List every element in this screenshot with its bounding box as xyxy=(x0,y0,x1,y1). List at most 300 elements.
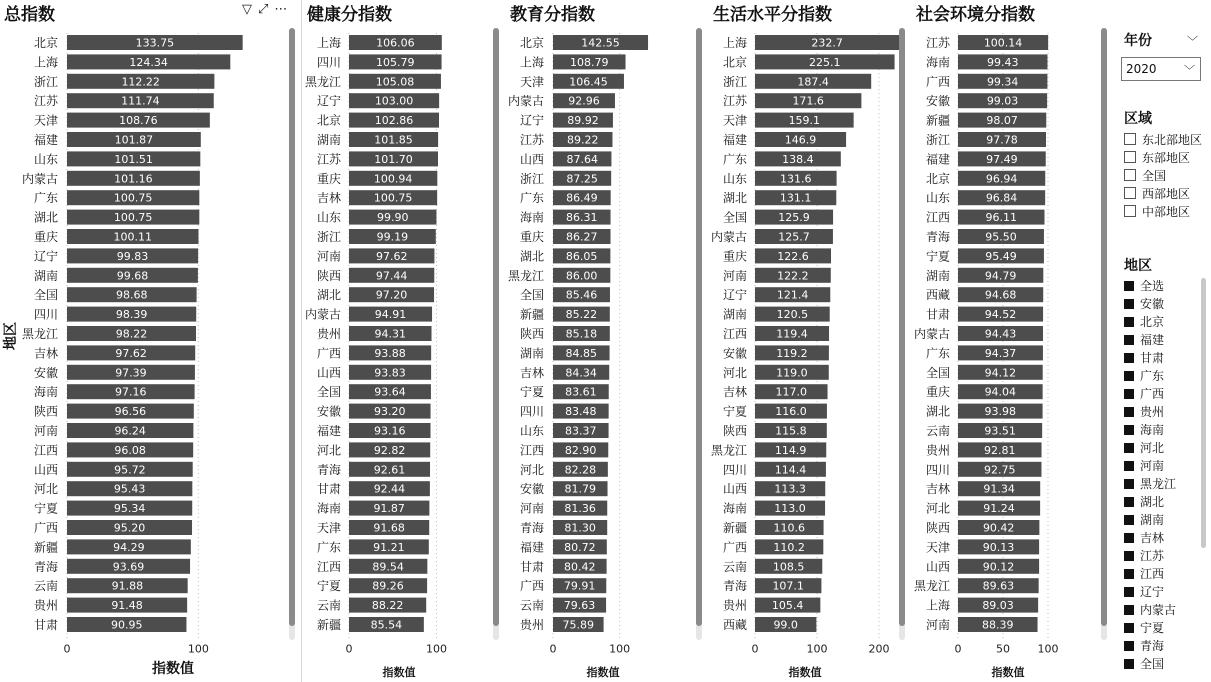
category-label: 山东 xyxy=(925,191,950,206)
data-label: 113.3 xyxy=(774,482,806,496)
option-label: 全国 xyxy=(1140,657,1165,671)
data-label: 99.68 xyxy=(116,269,149,283)
checkbox-checked-icon[interactable] xyxy=(1124,443,1134,453)
checkbox-checked-icon[interactable] xyxy=(1124,335,1134,345)
category-label: 甘肃 xyxy=(925,307,950,322)
data-label: 94.04 xyxy=(984,385,1017,399)
area-option[interactable] xyxy=(1124,332,1164,348)
category-label: 内蒙古 xyxy=(710,230,747,244)
category-label: 福建 xyxy=(33,133,58,147)
category-label: 江西 xyxy=(925,210,950,225)
category-label: 甘肃 xyxy=(33,618,58,632)
data-label: 93.88 xyxy=(374,346,406,360)
data-label: 90.12 xyxy=(982,560,1015,574)
option-label: 海南 xyxy=(1140,423,1165,437)
category-label: 天津 xyxy=(519,74,544,89)
tick-label: 50 xyxy=(996,642,1010,656)
data-label: 114.4 xyxy=(774,463,807,477)
area-option[interactable] xyxy=(1124,458,1164,474)
option-label: 中部地区 xyxy=(1142,205,1191,219)
checkbox-checked-icon[interactable] xyxy=(1124,389,1134,399)
data-label: 91.48 xyxy=(111,599,143,613)
category-label: 海南 xyxy=(722,501,747,516)
data-label: 99.43 xyxy=(986,55,1019,69)
category-label: 山东 xyxy=(316,210,341,225)
area-option[interactable] xyxy=(1124,584,1164,600)
area-option[interactable] xyxy=(1124,620,1164,636)
area-option[interactable] xyxy=(1124,296,1164,312)
data-label: 98.07 xyxy=(986,114,1018,128)
checkbox-checked-icon[interactable] xyxy=(1124,533,1134,543)
data-label: 90.13 xyxy=(982,540,1015,554)
data-label: 117.0 xyxy=(775,385,808,399)
data-label: 106.06 xyxy=(376,36,415,50)
category-label: 广西 xyxy=(33,521,58,535)
category-label: 海南 xyxy=(925,55,950,70)
checkbox-checked-icon[interactable] xyxy=(1124,569,1134,579)
category-label: 辽宁 xyxy=(519,113,544,128)
checkbox-checked-icon[interactable] xyxy=(1124,587,1134,597)
data-label: 120.5 xyxy=(776,308,809,322)
checkbox-icon[interactable] xyxy=(1124,205,1136,217)
data-label: 82.28 xyxy=(564,463,597,477)
checkbox-checked-icon[interactable] xyxy=(1124,299,1134,309)
category-label: 陕西 xyxy=(519,327,544,341)
data-label: 90.95 xyxy=(110,618,143,632)
category-label: 山东 xyxy=(519,424,544,438)
scrollbar-health[interactable] xyxy=(493,28,499,640)
area-option[interactable] xyxy=(1124,422,1164,438)
tick-label: 0 xyxy=(63,642,71,656)
category-label: 甘肃 xyxy=(316,482,341,497)
data-label: 99.0 xyxy=(773,618,798,632)
data-label: 94.12 xyxy=(984,366,1017,380)
data-label: 83.48 xyxy=(565,405,597,419)
data-label: 89.63 xyxy=(982,579,1015,593)
checkbox-checked-icon[interactable] xyxy=(1124,623,1134,633)
category-label: 山东 xyxy=(33,152,58,167)
data-label: 83.37 xyxy=(565,424,597,438)
data-label: 98.39 xyxy=(115,308,148,322)
data-label: 122.2 xyxy=(777,269,809,283)
checkbox-checked-icon[interactable] xyxy=(1124,659,1134,669)
data-label: 98.22 xyxy=(115,327,148,341)
category-label: 吉林 xyxy=(925,482,950,497)
category-label: 全国 xyxy=(519,288,544,303)
data-label: 95.34 xyxy=(113,502,146,516)
chart-title-education: 教育分指数 xyxy=(510,5,595,25)
category-label: 广西 xyxy=(519,579,544,594)
category-label: 江西 xyxy=(519,443,544,458)
checkbox-icon[interactable] xyxy=(1124,133,1136,145)
category-label: 四川 xyxy=(925,462,950,477)
data-label: 92.61 xyxy=(373,463,406,477)
data-label: 97.44 xyxy=(375,269,408,283)
data-label: 100.14 xyxy=(983,36,1023,50)
panel-social-index xyxy=(912,0,1110,682)
category-label: 辽宁 xyxy=(722,288,747,303)
category-label: 湖北 xyxy=(722,191,747,206)
data-label: 100.75 xyxy=(113,211,153,225)
focus-mode-icon[interactable]: ⤢ xyxy=(258,2,269,17)
category-label: 上海 xyxy=(33,55,58,70)
data-label: 97.62 xyxy=(375,249,408,263)
data-label: 81.79 xyxy=(564,482,597,496)
area-option[interactable] xyxy=(1124,350,1164,366)
data-label: 115.8 xyxy=(775,424,807,438)
tick-label: 0 xyxy=(751,642,759,656)
checkbox-checked-icon[interactable] xyxy=(1124,281,1134,291)
checkbox-checked-icon[interactable] xyxy=(1124,425,1134,435)
data-label: 95.72 xyxy=(114,463,146,477)
category-label: 广东 xyxy=(33,191,58,206)
category-label: 内蒙古 xyxy=(21,171,58,186)
option-label: 广西 xyxy=(1140,387,1165,401)
data-label: 81.30 xyxy=(564,521,596,535)
checkbox-checked-icon[interactable] xyxy=(1124,641,1134,651)
area-option[interactable] xyxy=(1124,656,1164,672)
option-label: 东北部地区 xyxy=(1142,133,1203,147)
category-label: 云南 xyxy=(722,559,747,574)
area-option[interactable] xyxy=(1124,512,1164,528)
category-label: 江西 xyxy=(722,327,747,341)
data-label: 91.21 xyxy=(373,540,405,554)
category-label: 湖北 xyxy=(33,210,58,225)
data-label: 131.1 xyxy=(779,191,812,205)
data-label: 105.79 xyxy=(376,55,415,69)
data-label: 111.74 xyxy=(121,94,160,108)
category-label: 山西 xyxy=(33,462,58,477)
data-label: 103.00 xyxy=(374,94,414,108)
area-option[interactable] xyxy=(1124,404,1164,420)
checkbox-checked-icon[interactable] xyxy=(1124,515,1134,525)
option-label: 吉林 xyxy=(1140,531,1165,545)
checkbox-checked-icon[interactable] xyxy=(1124,317,1134,327)
filter-icon[interactable]: ▽ xyxy=(242,2,252,17)
option-label: 西部地区 xyxy=(1142,187,1191,201)
data-label: 142.55 xyxy=(581,36,620,50)
data-label: 91.88 xyxy=(111,579,144,593)
category-label: 黑龙江 xyxy=(21,327,58,341)
chart-title-total: 总指数 xyxy=(4,5,55,25)
scroll-thumb[interactable] xyxy=(1101,28,1107,626)
category-label: 重庆 xyxy=(519,230,544,244)
data-label: 96.84 xyxy=(985,191,1018,205)
checkbox-checked-icon[interactable] xyxy=(1124,479,1134,489)
category-label: 内蒙古 xyxy=(507,94,544,109)
category-label: 广东 xyxy=(722,152,747,167)
checkbox-checked-icon[interactable] xyxy=(1124,605,1134,615)
scrollbar-area[interactable] xyxy=(1201,278,1206,548)
checkbox-checked-icon[interactable] xyxy=(1124,407,1134,417)
category-label: 河北 xyxy=(925,501,950,516)
category-label: 湖南 xyxy=(925,268,950,283)
data-label: 102.86 xyxy=(374,114,414,128)
region-option[interactable] xyxy=(1124,186,1190,202)
data-label: 96.94 xyxy=(985,172,1018,186)
category-label: 新疆 xyxy=(925,113,950,128)
chart-title-health: 健康分指数 xyxy=(307,5,392,25)
option-label: 内蒙古 xyxy=(1140,603,1177,617)
data-label: 88.22 xyxy=(371,599,404,613)
x-axis-label: 指数值 xyxy=(152,661,194,677)
category-label: 天津 xyxy=(925,540,950,555)
category-label: 山西 xyxy=(925,559,950,574)
category-label: 浙江 xyxy=(33,74,58,89)
category-label: 云南 xyxy=(316,598,341,613)
category-label: 江苏 xyxy=(519,133,544,147)
scroll-thumb[interactable] xyxy=(899,28,905,626)
area-option[interactable] xyxy=(1124,440,1164,456)
region-slicer-title: 区域 xyxy=(1124,111,1152,127)
checkbox-checked-icon[interactable] xyxy=(1124,551,1134,561)
data-label: 107.1 xyxy=(772,579,804,593)
data-label: 93.83 xyxy=(374,366,406,380)
option-label: 广东 xyxy=(1140,369,1165,383)
data-label: 98.68 xyxy=(116,288,148,302)
area-option[interactable] xyxy=(1124,602,1176,618)
chart-title-living: 生活水平分指数 xyxy=(713,5,832,25)
category-label: 全国 xyxy=(722,210,747,225)
bar-chart-total xyxy=(0,0,300,682)
data-label: 89.22 xyxy=(566,133,599,147)
option-label: 全国 xyxy=(1142,169,1167,183)
category-label: 河南 xyxy=(519,501,544,516)
option-label: 黑龙江 xyxy=(1140,477,1177,491)
category-label: 湖北 xyxy=(925,404,950,419)
category-label: 山西 xyxy=(722,482,747,497)
area-option[interactable] xyxy=(1124,530,1164,546)
data-label: 92.96 xyxy=(568,94,600,108)
year-dropdown-value: 2020 xyxy=(1126,62,1157,76)
category-label: 四川 xyxy=(316,55,341,70)
area-option[interactable] xyxy=(1124,386,1164,402)
category-label: 湖南 xyxy=(33,268,58,283)
category-label: 北京 xyxy=(925,171,950,186)
category-label: 山西 xyxy=(519,152,544,167)
category-label: 贵州 xyxy=(722,598,747,613)
data-label: 121.4 xyxy=(776,288,809,302)
category-label: 山西 xyxy=(316,365,341,380)
data-label: 119.0 xyxy=(776,366,808,380)
category-label: 河南 xyxy=(33,424,58,438)
category-label: 广西 xyxy=(722,540,747,555)
area-option[interactable] xyxy=(1124,314,1164,330)
category-label: 福建 xyxy=(316,424,341,438)
data-label: 100.11 xyxy=(113,230,152,244)
data-label: 100.75 xyxy=(373,191,413,205)
scrollbar-social[interactable] xyxy=(1101,28,1107,640)
data-label: 101.70 xyxy=(374,152,413,166)
category-label: 上海 xyxy=(925,598,950,613)
option-label: 辽宁 xyxy=(1140,585,1165,599)
data-label: 93.64 xyxy=(374,385,406,399)
category-label: 青海 xyxy=(316,462,341,477)
region-option[interactable] xyxy=(1124,150,1190,166)
more-options-icon[interactable]: ⋯ xyxy=(274,2,288,17)
area-option[interactable] xyxy=(1124,368,1164,384)
category-label: 西藏 xyxy=(925,288,950,303)
data-label: 93.69 xyxy=(112,560,145,574)
data-label: 124.34 xyxy=(129,55,168,69)
data-label: 88.39 xyxy=(982,618,1014,632)
category-label: 全国 xyxy=(925,365,950,380)
category-label: 山东 xyxy=(722,171,747,186)
bar-chart-social xyxy=(912,0,1110,682)
category-label: 黑龙江 xyxy=(913,579,950,594)
category-label: 江苏 xyxy=(316,152,341,167)
chevron-down-icon[interactable]: ﹀ xyxy=(1184,64,1195,77)
data-label: 125.7 xyxy=(778,230,810,244)
option-label: 甘肃 xyxy=(1140,351,1165,365)
scroll-thumb[interactable] xyxy=(289,28,295,626)
category-label: 浙江 xyxy=(722,74,747,89)
chevron-down-icon[interactable]: ﹀ xyxy=(1187,35,1198,48)
category-label: 宁夏 xyxy=(33,501,58,516)
option-label: 安徽 xyxy=(1140,297,1165,311)
category-label: 安徽 xyxy=(316,404,341,419)
category-label: 四川 xyxy=(519,404,544,419)
category-label: 黑龙江 xyxy=(710,443,747,458)
data-label: 108.79 xyxy=(570,55,609,69)
category-label: 浙江 xyxy=(519,171,544,186)
data-label: 96.24 xyxy=(114,424,146,438)
checkbox-checked-icon[interactable] xyxy=(1124,353,1134,363)
year-slicer-title: 年份 xyxy=(1124,33,1152,49)
category-label: 浙江 xyxy=(316,230,341,244)
tick-label: 0 xyxy=(954,642,962,656)
region-option[interactable] xyxy=(1124,168,1166,184)
scrollbar-living[interactable] xyxy=(899,28,905,640)
checkbox-checked-icon[interactable] xyxy=(1124,497,1134,507)
option-label: 湖南 xyxy=(1140,513,1165,527)
area-option[interactable] xyxy=(1124,548,1164,564)
category-label: 内蒙古 xyxy=(913,327,950,341)
data-label: 101.51 xyxy=(114,152,153,166)
data-label: 93.16 xyxy=(374,424,406,438)
category-label: 重庆 xyxy=(722,249,747,264)
category-label: 江苏 xyxy=(925,36,950,50)
data-label: 100.75 xyxy=(113,191,153,205)
category-label: 湖南 xyxy=(519,346,544,361)
category-label: 全国 xyxy=(33,288,58,303)
data-label: 97.39 xyxy=(115,366,147,380)
data-label: 92.82 xyxy=(373,443,406,457)
panel-total-index xyxy=(0,0,300,682)
checkbox-icon[interactable] xyxy=(1124,187,1136,199)
area-option[interactable] xyxy=(1124,638,1164,654)
data-label: 94.79 xyxy=(984,269,1017,283)
scrollbar-education[interactable] xyxy=(696,28,702,640)
chart-title-social: 社会环境分指数 xyxy=(916,5,1035,25)
data-label: 105.4 xyxy=(771,599,804,613)
area-option[interactable] xyxy=(1124,494,1164,510)
area-option[interactable] xyxy=(1124,566,1164,582)
data-label: 96.08 xyxy=(114,443,146,457)
data-label: 92.44 xyxy=(373,482,406,496)
category-label: 贵州 xyxy=(519,618,544,632)
data-label: 114.9 xyxy=(774,443,807,457)
region-option[interactable] xyxy=(1124,132,1202,148)
category-label: 河北 xyxy=(33,482,58,497)
category-label: 内蒙古 xyxy=(304,307,341,322)
data-label: 110.6 xyxy=(773,521,806,535)
data-label: 131.6 xyxy=(780,172,812,186)
data-label: 108.5 xyxy=(772,560,805,574)
checkbox-checked-icon[interactable] xyxy=(1124,371,1134,381)
category-label: 宁夏 xyxy=(722,404,747,419)
data-label: 91.34 xyxy=(983,482,1015,496)
category-label: 上海 xyxy=(316,36,341,50)
data-label: 97.49 xyxy=(986,152,1018,166)
scroll-thumb[interactable] xyxy=(1201,278,1206,548)
category-label: 广东 xyxy=(519,191,544,206)
option-label: 河北 xyxy=(1140,441,1165,455)
data-label: 84.85 xyxy=(565,346,598,360)
x-axis-label: 指数值 xyxy=(991,666,1025,679)
data-label: 90.42 xyxy=(982,521,1015,535)
category-label: 新疆 xyxy=(316,618,341,632)
area-option[interactable] xyxy=(1124,278,1164,294)
data-label: 85.18 xyxy=(565,327,598,341)
category-label: 河北 xyxy=(316,443,341,458)
data-label: 86.49 xyxy=(566,191,598,205)
category-label: 吉林 xyxy=(722,385,747,400)
region-option[interactable] xyxy=(1124,204,1190,220)
checkbox-icon[interactable] xyxy=(1124,169,1136,181)
scroll-thumb[interactable] xyxy=(696,28,702,626)
checkbox-icon[interactable] xyxy=(1124,151,1136,163)
data-label: 112.22 xyxy=(121,75,160,89)
tick-label: 0 xyxy=(345,642,353,656)
data-label: 119.2 xyxy=(776,346,808,360)
category-label: 广东 xyxy=(925,346,950,361)
data-label: 138.4 xyxy=(782,152,814,166)
option-label: 东部地区 xyxy=(1142,151,1191,165)
category-label: 湖北 xyxy=(316,288,341,303)
data-label: 94.37 xyxy=(984,346,1017,360)
tick-label: 100 xyxy=(1037,642,1059,656)
category-label: 青海 xyxy=(925,230,950,244)
data-label: 83.61 xyxy=(565,385,597,399)
category-label: 宁夏 xyxy=(519,385,544,400)
category-label: 陕西 xyxy=(33,404,58,419)
y-axis-label: 地区 xyxy=(3,322,19,350)
category-label: 天津 xyxy=(722,113,747,128)
checkbox-checked-icon[interactable] xyxy=(1124,461,1134,471)
data-label: 84.34 xyxy=(565,366,597,380)
scroll-thumb[interactable] xyxy=(493,28,499,626)
data-label: 93.51 xyxy=(984,424,1016,438)
data-label: 110.2 xyxy=(773,540,805,554)
scrollbar-total[interactable] xyxy=(289,28,295,640)
category-label: 青海 xyxy=(722,579,747,594)
option-label: 青海 xyxy=(1140,639,1165,653)
category-label: 黑龙江 xyxy=(507,268,544,283)
category-label: 湖南 xyxy=(722,307,747,322)
category-label: 安徽 xyxy=(925,94,950,109)
category-label: 云南 xyxy=(33,579,58,594)
category-label: 上海 xyxy=(519,55,544,70)
category-label: 云南 xyxy=(519,598,544,613)
data-label: 89.26 xyxy=(372,579,404,593)
data-label: 86.31 xyxy=(566,211,598,225)
data-label: 97.20 xyxy=(375,288,408,302)
data-label: 93.98 xyxy=(984,405,1017,419)
data-label: 99.83 xyxy=(116,249,149,263)
area-option[interactable] xyxy=(1124,476,1176,492)
data-label: 82.90 xyxy=(564,443,597,457)
